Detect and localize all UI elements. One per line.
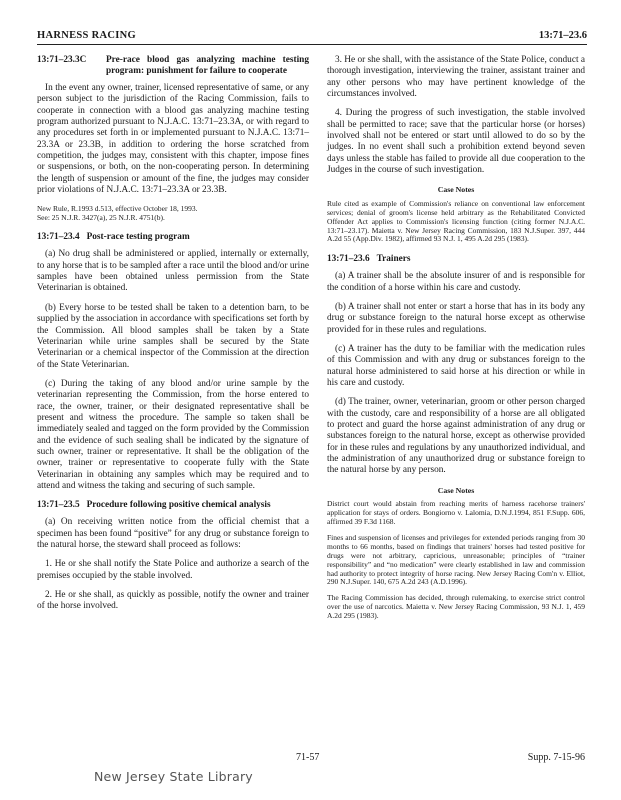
- section-title: Post-race testing program: [86, 232, 190, 243]
- section-heading: [327, 254, 585, 265]
- supplement-date: Supp. 7-15-96: [527, 752, 585, 763]
- case-notes-heading: Case Notes: [437, 185, 475, 195]
- section-number: 13:71–23.4: [37, 232, 80, 243]
- case-note: Rule cited as example of Commission's reliance on conventional law enforcement services; denial of groom's license held arbitrary as the Rehabilitated Convicted Offender Act applies to Commission's licensing function (citing former N.J.A.C. 13:71–23.17). Maietta v. New Jersey Racing Commission, 183 N.J.Super. 397, 444 A.2d 55 (App.Div. 1982), affirmed 93 N.J. 1, 495 A.2d 295 (1983).: [327, 198, 585, 244]
- paragraph: In the event any owner, trainer, licensed representative of same, or any person subject to the jurisdiction of the Racing Commission, fails to cooperate in connection with a blood gas analyzing machine testing program authorized pursuant to N.J.A.C. 13:71–23.3A, or with regard to any procedures set forth in or implemented pursuant to N.J.A.C. 13:71–23.3A or 23.3B, in addition to ordering the horse scratched from competition, the judges may, consistent with this chapter, impose fines or suspensions, or both, on the non-cooperating person. In determining the length of suspension or amount of the fine, the judges may consider prior violations of N.J.A.C. 13:71–23.3A or 23.3B.: [37, 83, 309, 196]
- paragraph: 3. He or she shall, with the assistance of the State Police, conduct a thorough investigation, interviewing the trainer, assistant trainer and any other persons who may have pertinent knowledge of the circumstances involved.: [327, 55, 585, 100]
- case-notes-heading: Case Notes: [437, 485, 475, 495]
- paragraph: (a) A trainer shall be the absolute insurer of and is responsible for the condition of a horse within his care and custody.: [327, 271, 585, 293]
- paragraph: (b) Every horse to be tested shall be taken to a detention barn, to be supplied by the association in accordance with specifications set forth by the Commission. All blood samples shall be taken by a State Veterinarian while urine samples shall be secured by the State Veterinarian or a chemical inspector of the Commission at the direction of the State Veterinarian.: [37, 302, 309, 370]
- case-note: Fines and suspension of licenses and privileges for extended periods ranging from 30 months to 66 months, based on findings that trainers' horses had tested positive for drugs were not arbitrary, capricious, unreasonable; principles of “trainer responsibility” and “no medication” were clearly established in law and commission had authority to protect integrity of horse racing. New Jersey Racing Com'n v. Elliot, 290 N.J.Super. 140, 675 A.2d 243 (A.D.1996).: [327, 532, 585, 587]
- case-note: The Racing Commission has decided, through rulemaking, to exercise strict control over the use of narcotics. Maietta v. New Jersey Racing Commission, 93 N.J. 1, 459 A.2d 295 (1983).: [327, 593, 585, 621]
- page-number: 71-57: [296, 752, 320, 763]
- header-title: HARNESS RACING: [37, 30, 137, 41]
- paragraph: (a) No drug shall be administered or applied, internally or externally, to any horse that is to be sampled after a race until the blood and/or urine samples have been obtained unless permission from the State Veterinarian is obtained.: [37, 249, 309, 294]
- paragraph: 4. During the progress of such investigation, the stable involved shall be permitted to race; save that the particular horse (or horses) involved shall not be entered or start until allowed to do so by the judges. In no event shall such a prohibition extend beyond seven days unless the stable has failed to provide all due cooperation to the Judges in the course of such investigation.: [327, 108, 585, 176]
- paragraph: 1. He or she shall notify the State Police and authorize a search of the premises occupied by the stable involved.: [37, 559, 309, 581]
- section-title: Procedure following positive chemical analysis: [86, 500, 271, 511]
- paragraph: 2. He or she shall, as quickly as possible, notify the owner and trainer of the horse involved.: [37, 590, 309, 612]
- paragraph: (c) During the taking of any blood and/or urine sample by the veterinarian representing the Commission, from the horse entered to race, the owner, trainer, or their designated representative shall be present and witness the procedure. The sample so taken shall be immediately sealed and tagged on the form provided by the Commission and the evidence of such sealing shall be indicated by the signature of such owner, trainer or representative. It shall be the obligation of the owner, trainer or representative to cooperate fully with the State Veterinarian in obtaining any samples which may be required and to attend and witness the taking and securing of such sample.: [37, 378, 309, 491]
- left-column: [37, 55, 309, 621]
- section-title: Trainers: [376, 254, 411, 265]
- paragraph: (a) On receiving written notice from the official chemist that a specimen has been found “positive” for any drug or substance foreign to the natural horse, the steward shall proceed as follows:: [37, 517, 309, 550]
- running-header: [37, 28, 587, 45]
- section-heading: [37, 55, 309, 77]
- paragraph: (b) A trainer shall not enter or start a horse that has in its body any drug or substance foreign to the natural horse except as otherwise provided for in these rules and regulations.: [327, 302, 585, 335]
- library-watermark: New Jersey State Library: [94, 769, 253, 784]
- section-number: 13:71–23.3C: [37, 55, 87, 65]
- section-number: 13:71–23.6: [327, 254, 370, 265]
- section-heading: [37, 232, 309, 243]
- paragraph: (d) The trainer, owner, veterinarian, groom or other person charged with the custody, care and responsibility of a horse are all obligated to protect and guard the horse against administration of any drug or substances foreign to the natural horse, except as otherwise provided for in these rules and regulations by any unauthorized individual, and the administration of any unauthorized drug or substance foreign to the natural horse by any person.: [327, 397, 585, 476]
- section-title: Pre-race blood gas analyzing machine testing program: punishment for failure to cooperate: [106, 55, 309, 76]
- section-heading: [37, 500, 309, 511]
- header-section: 13:71–23.6: [538, 30, 587, 41]
- source-line: New Rule, R.1993 d.513, effective October 18, 1993.: [37, 204, 198, 214]
- source-line: See: 25 N.J.R. 3427(a), 25 N.J.R. 4751(b).: [37, 213, 165, 223]
- section-number: 13:71–23.5: [37, 500, 80, 511]
- source-note: [37, 204, 309, 222]
- case-note: District court would abstain from reaching merits of harness racehorse trainers' application for stays of orders. Bongiorno v. Lalomia, D.N.J.1994, 851 F.Supp. 606, affirmed 39 F.3d 1168.: [327, 499, 585, 526]
- right-column: [327, 55, 585, 628]
- paragraph: (c) A trainer has the duty to be familiar with the medication rules of this Commission and with any drug or substances foreign to the natural horse administered to said horse at his direction or while in his care and custody.: [327, 344, 585, 389]
